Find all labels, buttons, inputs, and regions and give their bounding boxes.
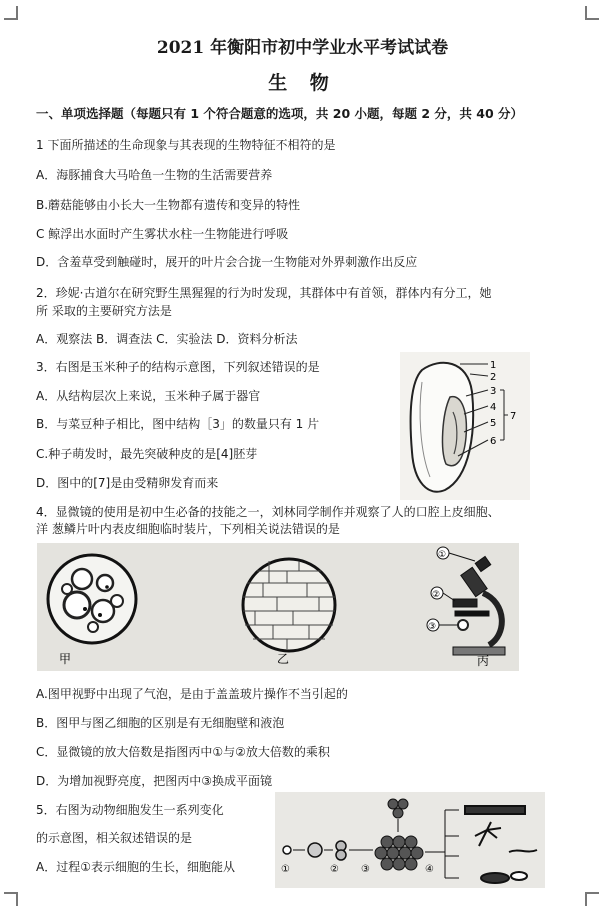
section-heading: 一、单项选择题（每题只有 1 个符合题意的选项，共 20 小题，每题 2 分，共 40 分） [36, 106, 524, 121]
seed-label-6: 6 [490, 436, 497, 447]
q4-stem-line1: 4．显微镜的使用是初中生必备的技能之一，刘林同学制作并观察了人的口腔上皮细胞、 [36, 505, 500, 519]
q4-stem-line2: 洋 葱鳞片叶内表皮细胞临时装片，下列相关说法错误的是 [36, 522, 340, 536]
q1-option-b: B.蘑菇能够由小长大一生物都有遗传和变异的特性 [36, 198, 301, 212]
q1-option-a: A．海豚捕食大马哈鱼一生物的生活需要营养 [36, 168, 273, 182]
figure-yi-onion-cells [243, 559, 335, 651]
q3-option-a: A．从结构层次上来说，玉米种子属于器官 [36, 389, 261, 403]
q2-stem-line2: 所 采取的主要研究方法是 [36, 304, 172, 318]
q4-option-b: B．图甲与图乙细胞的区别是有无细胞壁和液泡 [36, 716, 285, 730]
q2-options: A．观察法 B．调查法 C．实验法 D．资料分析法 [36, 332, 298, 346]
microscope-figure-panel [37, 543, 519, 671]
q1-stem: 1 下面所描述的生命现象与其表现的生物特征不相符的是 [36, 138, 336, 152]
cell-figure-mark-2: ② [330, 864, 339, 875]
cell-figure-mark-1: ① [281, 864, 290, 875]
figure-jia-cells [48, 555, 136, 643]
seed-label-5: 5 [490, 418, 497, 429]
seed-label-7: 7 [510, 411, 517, 422]
cell-change-figure [275, 792, 545, 888]
q1-option-c: C 鲸浮出水面时产生雾状水柱一生物能进行呼吸 [36, 227, 289, 241]
crop-mark-bottom-left [4, 892, 18, 906]
corn-seed-figure [400, 352, 530, 500]
seed-label-3: 3 [490, 386, 497, 397]
exam-title: 2021 年衡阳市初中学业水平考试试卷 [156, 38, 449, 58]
q3-option-c: C.种子萌发时，最先突破种皮的是[4]胚芽 [36, 447, 258, 461]
q5-option-a: A．过程①表示细胞的生长，细胞能从 [36, 860, 235, 874]
exam-subject: 生 物 [268, 72, 337, 94]
microscope-mark-2: ② [432, 590, 441, 600]
cell-figure-mark-4: ④ [425, 864, 434, 875]
figure-label-bing: 丙 [477, 654, 490, 668]
q4-option-d: D．为增加视野亮度，把图丙中③换成平面镜 [36, 774, 272, 788]
cell-figure-mark-3: ③ [361, 864, 370, 875]
crop-mark-bottom-right [585, 892, 599, 906]
q5-stem-line1: 5．右图为动物细胞发生一系列变化 [36, 803, 224, 817]
embryo-shape [443, 397, 467, 466]
q2-stem-line1: 2．珍妮·古道尔在研究野生黑猩猩的行为时发现，其群体中有首领，群体内有分工，她 [36, 286, 492, 300]
q3-stem: 3．右图是玉米种子的结构示意图，下列叙述错误的是 [36, 360, 320, 374]
q1-option-d: D．含羞草受到触碰时，展开的叶片会合拢一生物能对外界刺激作出反应 [36, 255, 418, 269]
q3-option-b: B．与菜豆种子相比，图中结构［3」的数量只有 1 片 [36, 417, 320, 431]
seed-label-4: 4 [490, 402, 497, 413]
figure-label-jia: 甲 [59, 652, 72, 666]
q5-stem-line2: 的示意图，相关叙述错误的是 [36, 831, 193, 845]
q4-option-c: C．显微镜的放大倍数是指图丙中①与②放大倍数的乘积 [36, 745, 330, 759]
microscope-mark-3: ③ [428, 622, 437, 632]
q4-option-a: A.图甲视野中出现了气泡，是由于盖盖玻片操作不当引起的 [36, 687, 348, 701]
seed-label-2: 2 [490, 372, 497, 383]
crop-mark-top-left [4, 6, 18, 20]
crop-mark-top-right [585, 6, 599, 20]
q3-option-d: D．图中的[7]是由受精卵发育而来 [36, 476, 219, 490]
figure-label-yi: 乙 [277, 652, 290, 666]
seed-label-1: 1 [490, 360, 497, 371]
microscope-mark-1: ① [438, 550, 447, 560]
